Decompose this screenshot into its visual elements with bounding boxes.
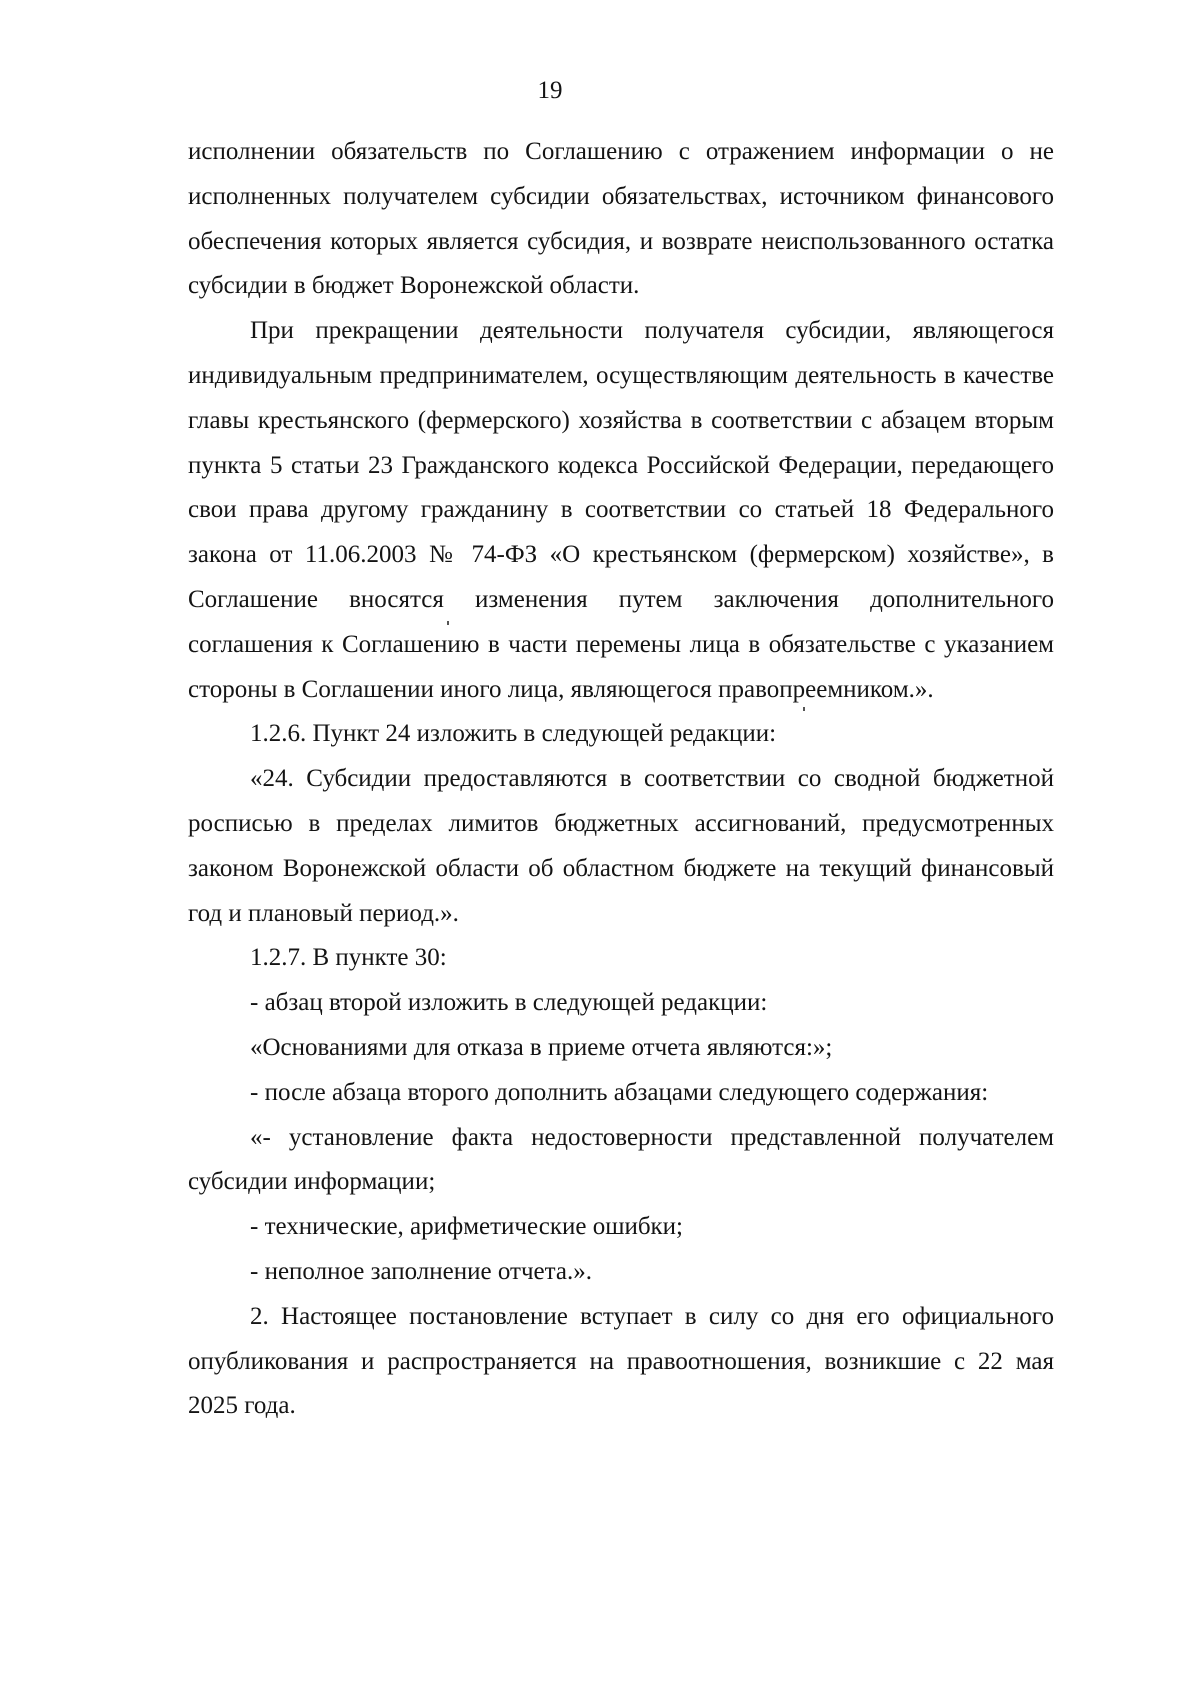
- scan-speck: [447, 621, 449, 625]
- list-item-unreliable-information: «- установление факта недостоверности представленной получателем субсидии информации;: [188, 1123, 1054, 1196]
- paragraph-entry-into-force: 2. Настоящее постановление вступает в силу со дня его официального опубликования и распространяется на правоотношения, возникшие с 22 мая 2025 года.: [188, 1302, 1054, 1420]
- document-body: [188, 130, 1054, 1429]
- paragraph-continuation: исполнении обязательств по Соглашению с отражением информации о не исполненных получателем субсидии обязательствах, источником финансового обеспечения которых является субсидия, и возврате неиспользованного остатка субсидии в бюджет Воронежской области.: [188, 138, 1054, 300]
- list-item-incomplete-report: - неполное заполнение отчета.».: [250, 1257, 592, 1285]
- page-number: 19: [537, 77, 563, 104]
- scan-speck: [803, 707, 805, 711]
- paragraph-supplement-after-second: - после абзаца второго дополнить абзацами следующего содержания:: [250, 1078, 989, 1106]
- paragraph-grounds-for-refusal: «Основаниями для отказа в приеме отчета являются:»;: [250, 1033, 833, 1061]
- paragraph-item-1-2-6: 1.2.6. Пункт 24 изложить в следующей редакции:: [250, 720, 777, 748]
- paragraph-termination-of-activity: При прекращении деятельности получателя субсидии, являющегося индивидуальным предпринимателем, осуществляющим деятельность в качестве главы крестьянского (фермерского) хозяйства в соответствии с абзацем вторым пункта 5 статьи 23 Гражданского кодекса Российской Федерации, передающего свои права другому гражданину в соответствии со статьей 18 Федерального закона от 11.06.2003 № 74-ФЗ «О крестьянском (фермерском) хозяйстве», в Соглашение вносятся изменения путем заключения дополнительного соглашения к Соглашению в части перемены лица в обязательстве с указанием стороны в Соглашении иного лица, являющегося правопреемником.».: [188, 317, 1054, 703]
- list-item-technical-errors: - технические, арифметические ошибки;: [250, 1213, 684, 1241]
- paragraph-amend-second-paragraph: - абзац второй изложить в следующей редакции:: [250, 989, 768, 1017]
- paragraph-clause-24: «24. Субсидии предоставляются в соответствии со сводной бюджетной росписью в пределах лимитов бюджетных ассигнований, предусмотренных законом Воронежской области об областном бюджете на текущий финансовый год и плановый период.».: [188, 765, 1054, 927]
- paragraph-item-1-2-7: 1.2.7. В пункте 30:: [250, 944, 447, 972]
